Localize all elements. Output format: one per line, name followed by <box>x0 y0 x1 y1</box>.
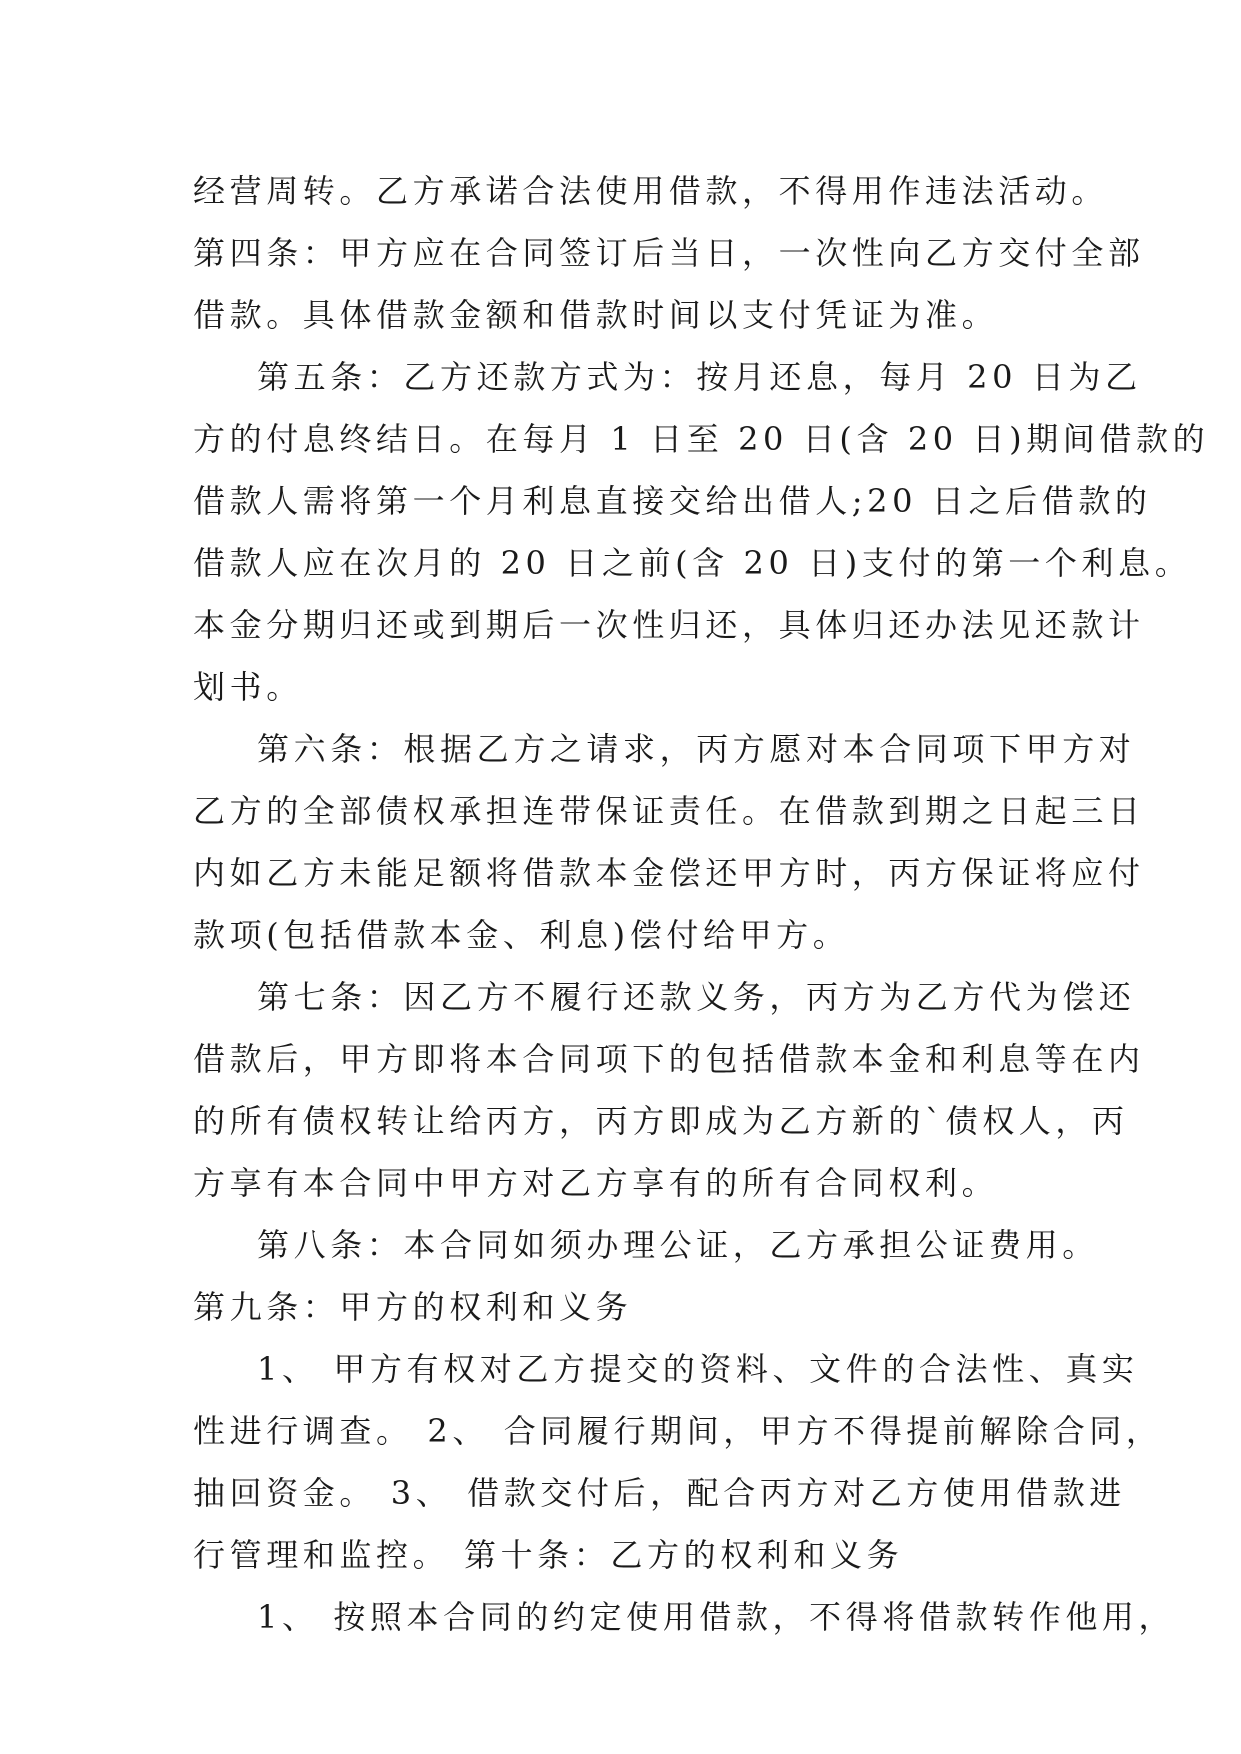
text-line: 方享有本合同中甲方对乙方享有的所有合同权利。 <box>193 1164 999 1202</box>
text-line: 借款。具体借款金额和借款时间以支付凭证为准。 <box>193 296 999 334</box>
text-line: 第七条：因乙方不履行还款义务，丙方为乙方代为偿还 <box>257 978 1136 1016</box>
contract-text-body <box>193 160 1210 1648</box>
text-line: 第九条：甲方的权利和义务 <box>193 1288 633 1326</box>
text-line: 借款人需将第一个月利息直接交给出借人;20 日之后借款的 <box>193 482 1152 520</box>
text-line: 借款人应在次月的 20 日之前(含 20 日)支付的第一个利息。 <box>193 544 1192 582</box>
text-line: 内如乙方未能足额将借款本金偿还甲方时，丙方保证将应付 <box>193 854 1145 892</box>
text-line: 经营周转。乙方承诺合法使用借款，不得用作违法活动。 <box>193 172 1109 210</box>
text-line: 借款后，甲方即将本合同项下的包括借款本金和利息等在内 <box>193 1040 1145 1078</box>
text-line: 第五条：乙方还款方式为：按月还息，每月 20 日为乙 <box>257 358 1142 396</box>
text-line: 性进行调查。 2、 合同履行期间，甲方不得提前解除合同， <box>193 1412 1163 1450</box>
text-line: 本金分期归还或到期后一次性归还，具体归还办法见还款计 <box>193 606 1145 644</box>
text-line: 1、 甲方有权对乙方提交的资料、文件的合法性、真实 <box>257 1350 1139 1388</box>
text-line: 抽回资金。 3、 借款交付后，配合丙方对乙方使用借款进 <box>193 1474 1126 1512</box>
text-line: 方的付息终结日。在每月 1 日至 20 日(含 20 日)期间借款的 <box>193 420 1210 458</box>
text-line: 第八条：本合同如须办理公证，乙方承担公证费用。 <box>257 1226 1099 1264</box>
text-line: 划书。 <box>193 668 303 706</box>
text-line: 第四条：甲方应在合同签订后当日，一次性向乙方交付全部 <box>193 234 1145 272</box>
text-line: 款项(包括借款本金、利息)偿付给甲方。 <box>193 916 850 954</box>
text-line: 行管理和监控。 第十条：乙方的权利和义务 <box>193 1536 904 1574</box>
text-line: 1、 按照本合同的约定使用借款，不得将借款转作他用， <box>257 1598 1176 1636</box>
text-line: 第六条：根据乙方之请求，丙方愿对本合同项下甲方对 <box>257 730 1136 768</box>
text-line: 乙方的全部债权承担连带保证责任。在借款到期之日起三日 <box>193 792 1145 830</box>
text-line: 的所有债权转让给丙方，丙方即成为乙方新的`债权人，丙 <box>193 1102 1129 1140</box>
